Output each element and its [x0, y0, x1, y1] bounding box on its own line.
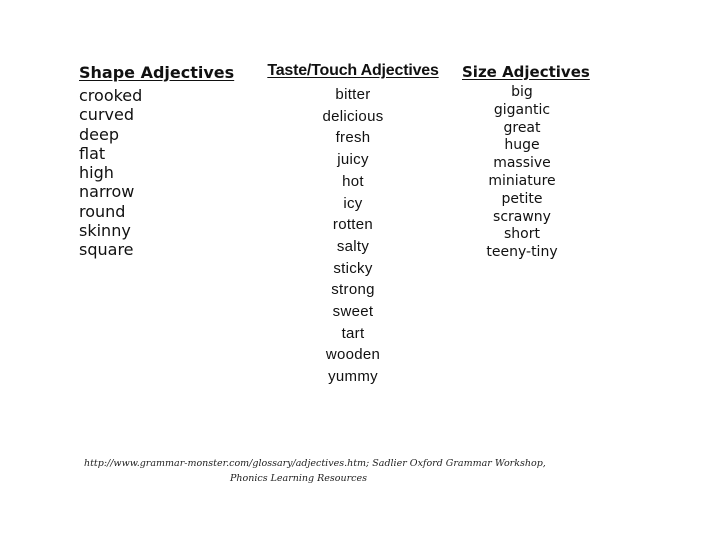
list-item: big — [511, 84, 533, 100]
list-item: square — [79, 240, 134, 260]
list-item: sweet — [332, 303, 374, 321]
list-item: yummy — [328, 368, 378, 386]
taste-touch-adjectives-column — [258, 60, 448, 388]
taste-touch-adjectives-heading: Taste/Touch Adjectives — [267, 62, 439, 79]
list-item: salty — [336, 237, 370, 255]
shape-adjectives-column — [79, 60, 249, 260]
list-item: juicy — [337, 151, 369, 169]
source-citation-line-2: Phonics Learning Resources — [230, 473, 367, 484]
list-item: curved — [79, 105, 134, 125]
list-item: wooden — [325, 346, 381, 364]
list-item: massive — [493, 155, 551, 172]
list-item: strong — [331, 281, 375, 299]
list-item: narrow — [79, 182, 135, 202]
list-item: huge — [504, 137, 540, 154]
taste-touch-adjectives-list — [258, 84, 448, 388]
shape-adjectives-heading: Shape Adjectives — [79, 63, 235, 82]
list-item: flat — [79, 143, 106, 163]
list-item: great — [503, 119, 541, 136]
list-item: miniature — [488, 172, 556, 189]
size-adjectives-list — [462, 84, 582, 262]
list-item: fresh — [335, 129, 371, 147]
list-item: deep — [79, 124, 119, 144]
list-item: skinny — [79, 221, 131, 241]
list-item: bitter — [335, 86, 371, 103]
list-item: round — [79, 201, 126, 221]
source-citation — [84, 456, 546, 486]
size-adjectives-column — [462, 60, 590, 262]
list-item: crooked — [79, 86, 143, 105]
list-item: rotten — [332, 216, 374, 234]
shape-adjectives-list — [79, 86, 249, 260]
list-item: teeny-tiny — [486, 244, 558, 261]
list-item: short — [504, 226, 540, 243]
list-item: petite — [501, 190, 543, 207]
list-item: gigantic — [493, 101, 551, 118]
list-item: tart — [341, 324, 365, 342]
list-item: icy — [343, 194, 363, 212]
list-item: hot — [342, 172, 364, 190]
list-item: scrawny — [493, 208, 551, 225]
list-item: high — [79, 163, 114, 183]
source-citation-line-1: http://www.grammar-monster.com/glossary/adjectives.htm; Sadlier Oxford Grammar Workshop, — [84, 458, 546, 469]
list-item: sticky — [333, 259, 373, 277]
size-adjectives-heading: Size Adjectives — [462, 63, 590, 81]
list-item: delicious — [322, 107, 384, 125]
